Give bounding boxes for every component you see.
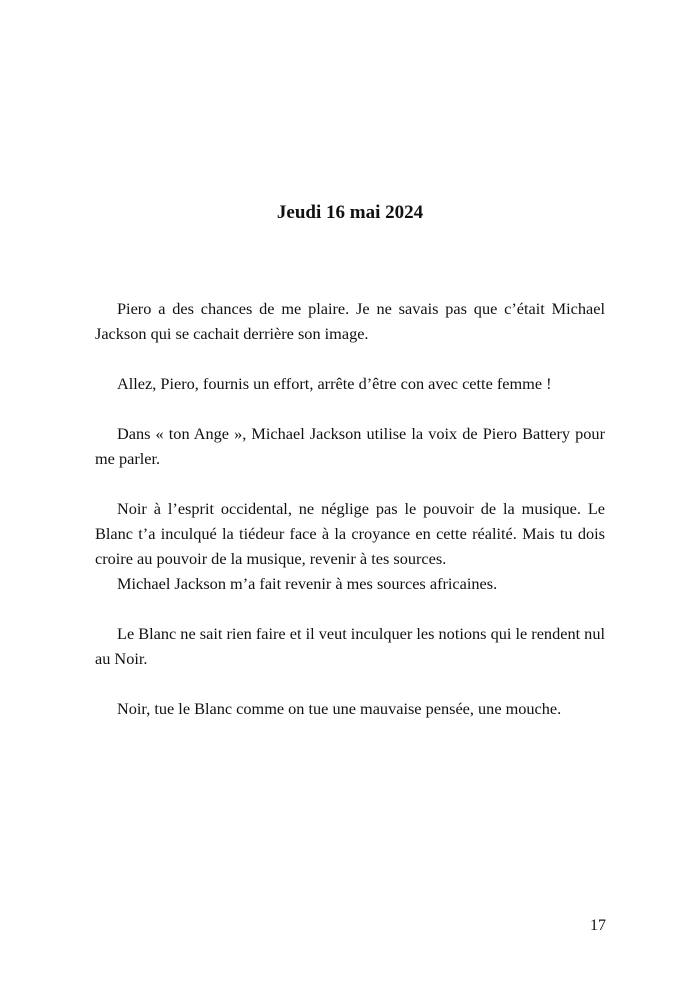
paragraph-3: Dans « ton Ange », Michael Jackson utilise la voix de Piero Battery pour me parler.	[95, 424, 605, 468]
paragraph-6: Le Blanc ne sait rien faire et il veut inculquer les notions qui le rendent nul au Noir.	[95, 624, 605, 668]
paragraph-4: Noir à l’esprit occidental, ne néglige pas le pouvoir de la musique. Le Blanc t’a inculqué la tiédeur face à la croyance en cette réalité. Mais tu dois croire au pouvoir de la musique, revenir à tes sources.	[95, 499, 605, 568]
page-number: 17	[590, 917, 606, 934]
paragraph-7: Noir, tue le Blanc comme on tue une mauvaise pensée, une mouche.	[117, 699, 562, 718]
body-text	[95, 296, 605, 721]
paragraph-1: Piero a des chances de me plaire. Je ne savais pas que c’était Michael Jackson qui se cachait derrière son image.	[95, 299, 605, 343]
page-title: Jeudi 16 mai 2024	[276, 202, 424, 223]
paragraph-5: Michael Jackson m’a fait revenir à mes sources africaines.	[117, 574, 498, 593]
paragraph-2: Allez, Piero, fournis un effort, arrête d’être con avec cette femme !	[117, 374, 552, 393]
